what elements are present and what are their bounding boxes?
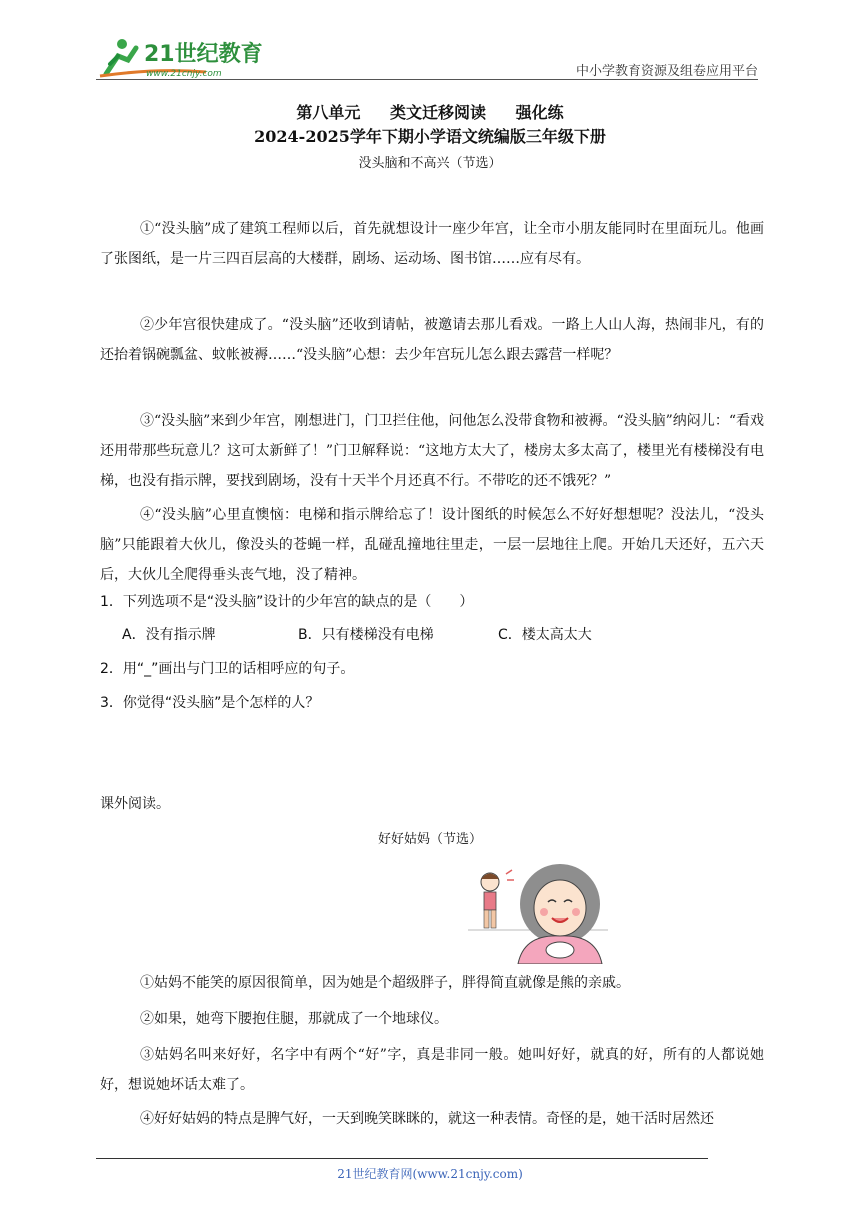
platform-name: 中小学教育资源及组卷应用平台 (575, 64, 758, 79)
site-logo (96, 34, 266, 80)
passage1-paragraph-1: ①“没头脑”成了建筑工程师以后，首先就想设计一座少年宫，让全市小朋友能同时在里面玩儿。他画了张图纸，是一片三四百层高的大楼群，剧场、运动场、图书馆……应有尽有。 (100, 221, 764, 267)
option-c: C．楼太高太大 (498, 627, 592, 643)
unit-label: 第八单元 (296, 103, 361, 122)
question-1: 1．下列选项不是“没头脑”设计的少年宫的缺点的是（ ） (100, 594, 474, 610)
passage1-paragraph-3: ③“没头脑”来到少年宫，刚想进门，门卫拦住他，问他怎么没带食物和被褥。“没头脑”纳闷儿：“看戏还用带那些玩意儿？这可太新鲜了！”门卫解释说：“这地方太大了，楼房太多太高了，楼里光有楼梯没有电梯，也没有指示牌，要找到剧场，没有十天半个月还真不行。不带吃的还不饿死？” (100, 413, 764, 489)
question-3: 3．你觉得“没头脑”是个怎样的人？ (100, 695, 320, 711)
logo-url: www.21cnjy.com (146, 69, 222, 79)
extra-reading-label: 课外阅读。 (100, 796, 170, 812)
passage1-paragraph-4: ④“没头脑”心里直懊恼：电梯和指示牌给忘了！设计图纸的时候怎么不好好想想呢？没法儿，“没头脑”只能跟着大伙儿，像没头的苍蝇一样，乱碰乱撞地往里走，一层一层地往上爬。开始几天还好，五六天后，大伙儿全爬得垂头丧气地，没了精神。 (100, 507, 764, 583)
option-b: B．只有楼梯没有电梯 (298, 627, 434, 643)
logo-text: 21世纪教育 (144, 42, 263, 67)
option-a: A．没有指示牌 (122, 627, 216, 643)
footer-link[interactable]: 21世纪教育网(www.21cnjy.com) (337, 1167, 523, 1181)
illustration-aunt-and-boy (468, 852, 608, 964)
page-title (0, 100, 860, 123)
passage1-paragraph-2: ②少年宫很快建成了。“没头脑”还收到请帖，被邀请去那儿看戏。一路上人山人海，热闹非凡，有的还抬着锅碗瓢盆、蚊帐被褥……“没头脑”心想：去少年宫玩儿怎么跟去露营一样呢？ (100, 317, 764, 363)
passage2-paragraph-4: ④好好姑妈的特点是脾气好，一天到晚笑眯眯的，就这一种表情。奇怪的是，她干活时居然还 (140, 1111, 714, 1127)
passage2-title: 好好姑妈（节选） (377, 832, 482, 847)
passage1-title: 没头脑和不高兴（节选） (358, 156, 502, 171)
footer-divider (96, 1158, 708, 1159)
practice-label: 强化练 (515, 103, 564, 122)
passage2-paragraph-2: ②如果，她弯下腰抱住腿，那就成了一个地球仪。 (140, 1011, 448, 1027)
header-divider (96, 79, 758, 80)
question-2: 2．用“_”画出与门卫的话相呼应的句子。 (100, 661, 355, 677)
passage2-paragraph-1: ①姑妈不能笑的原因很简单，因为她是个超级胖子，胖得简直就像是熊的亲戚。 (140, 975, 630, 991)
page-subtitle: 2024-2025学年下期小学语文统编版三年级下册 (254, 127, 606, 146)
passage2-paragraph-3: ③姑妈名叫来好好，名字中有两个“好”字，真是非同一般。她叫好好，就真的好，所有的人都说她好，想说她坏话太难了。 (100, 1047, 764, 1093)
reading-type: 类文迁移阅读 (389, 103, 486, 122)
